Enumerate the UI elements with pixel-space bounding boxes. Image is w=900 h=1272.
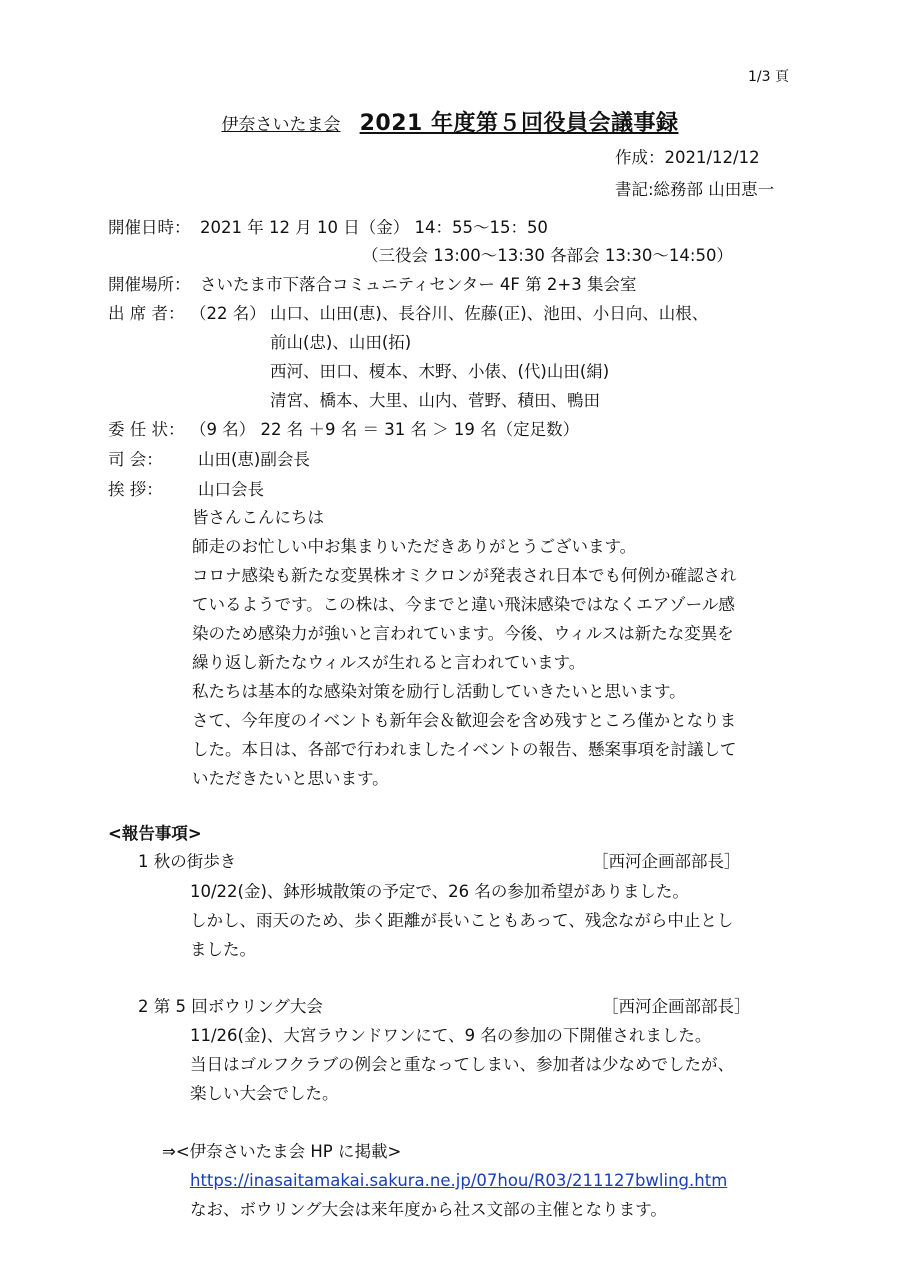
date-value: 2021 年 12 月 10 日（金） 14：55～15：50	[200, 218, 548, 237]
created-date: 作成：2021/12/12	[615, 148, 760, 167]
venue-label: 開催場所：	[108, 275, 191, 294]
report-line: 11/26(金)、大宮ラウンドワンにて、9 名の参加の下開催されました。	[190, 1026, 712, 1045]
greeting-line: 私たちは基本的な感染対策を励行し活動していきたいと思います。	[192, 682, 686, 701]
report-after-note: なお、ボウリング大会は来年度から社ス文部の主催となります。	[190, 1200, 667, 1219]
greeting-line: ているようです。この株は、今までと違い飛沫感染ではなくエアゾール感	[192, 595, 735, 614]
title-organization: 伊奈さいたま会	[221, 115, 341, 135]
greeting-line: 繰り返し新たなウィルスが生れると言われています。	[192, 653, 586, 672]
venue-value: さいたま市下落合コミュニティセンター 4F 第 2+3 集会室	[200, 275, 637, 294]
document-title	[0, 106, 900, 137]
greeting-label: 挨 拶：	[108, 480, 163, 499]
report-line: ました。	[190, 940, 256, 959]
report-line: しかし、雨天のため、歩く距離が長いこともあって、残念ながら中止とし	[190, 911, 734, 930]
report-link[interactable]: https://inasaitamakai.sakura.ne.jp/07hou/R03/211127bwling.htm	[190, 1171, 728, 1190]
report-title: 2 第 5 回ボウリング大会	[138, 997, 323, 1016]
date-label: 開催日時：	[108, 218, 191, 237]
reports-heading: <報告事項>	[108, 824, 202, 843]
hp-note: ⇒<伊奈さいたま会 HP に掲載>	[162, 1142, 402, 1161]
attendees-count: （22 名）	[190, 304, 266, 323]
date-sub: （三役会 13:00～13:30 各部会 13:30～14:50）	[362, 246, 733, 265]
report-line: 楽しい大会でした。	[190, 1084, 339, 1103]
report-owner: ［西河企画部部長］	[592, 852, 741, 871]
greeting-line: コロナ感染も新たな変異株オミクロンが発表され日本でも何例か確認され	[192, 566, 737, 585]
greeting-line: した。本日は、各部で行われましたイベントの報告、懸案事項を討議して	[192, 740, 737, 759]
greeting-line: 師走のお忙しい中お集まりいただきありがとうございます。	[192, 537, 637, 556]
report-line: 当日はゴルフクラブの例会と重なってしまい、参加者は少なめでしたが、	[190, 1055, 735, 1074]
chair-value: 山田(恵)副会長	[198, 450, 310, 469]
greeting-line: さて、今年度のイベントも新年会＆歓迎会を含め残すところ僅かとなりま	[192, 711, 737, 730]
report-owner: ［西河企画部部長］	[602, 997, 751, 1016]
greeting-line: 皆さんこんにちは	[192, 508, 324, 527]
attendees-line: 西河、田口、榎本、木野、小俵、(代)山田(絹)	[270, 362, 610, 381]
report-line: 10/22(金)、鉢形城散策の予定で、26 名の参加希望がありました。	[190, 882, 689, 901]
report-title: 1 秋の街歩き	[138, 852, 237, 871]
attendees-line: 前山(忠)、山田(拓)	[270, 333, 412, 352]
proxy-label: 委 任 状：	[108, 420, 185, 439]
attendees-line: 清宮、橋本、大里、山内、菅野、積田、鴨田	[270, 391, 600, 410]
greeting-line: いただきたいと思います。	[192, 769, 389, 788]
chair-label: 司 会：	[108, 450, 163, 469]
greeting-line: 染のため感染力が強いと言われています。今後、ウィルスは新たな変異を	[192, 624, 734, 643]
page-number: 1/3 頁	[748, 69, 789, 85]
proxy-value: （9 名） 22 名 ＋9 名 ＝ 31 名 ＞ 19 名（定足数）	[190, 420, 580, 439]
title-main: 2021 年度第５回役員会議事録	[359, 111, 679, 136]
attendees-label: 出 席 者：	[108, 304, 185, 323]
attendees-line: 山口、山田(恵)、長谷川、佐藤(正)、池田、小日向、山根、	[270, 304, 709, 323]
greeting-speaker: 山口会長	[198, 480, 264, 499]
recorder: 書記:総務部 山田恵一	[615, 180, 775, 199]
